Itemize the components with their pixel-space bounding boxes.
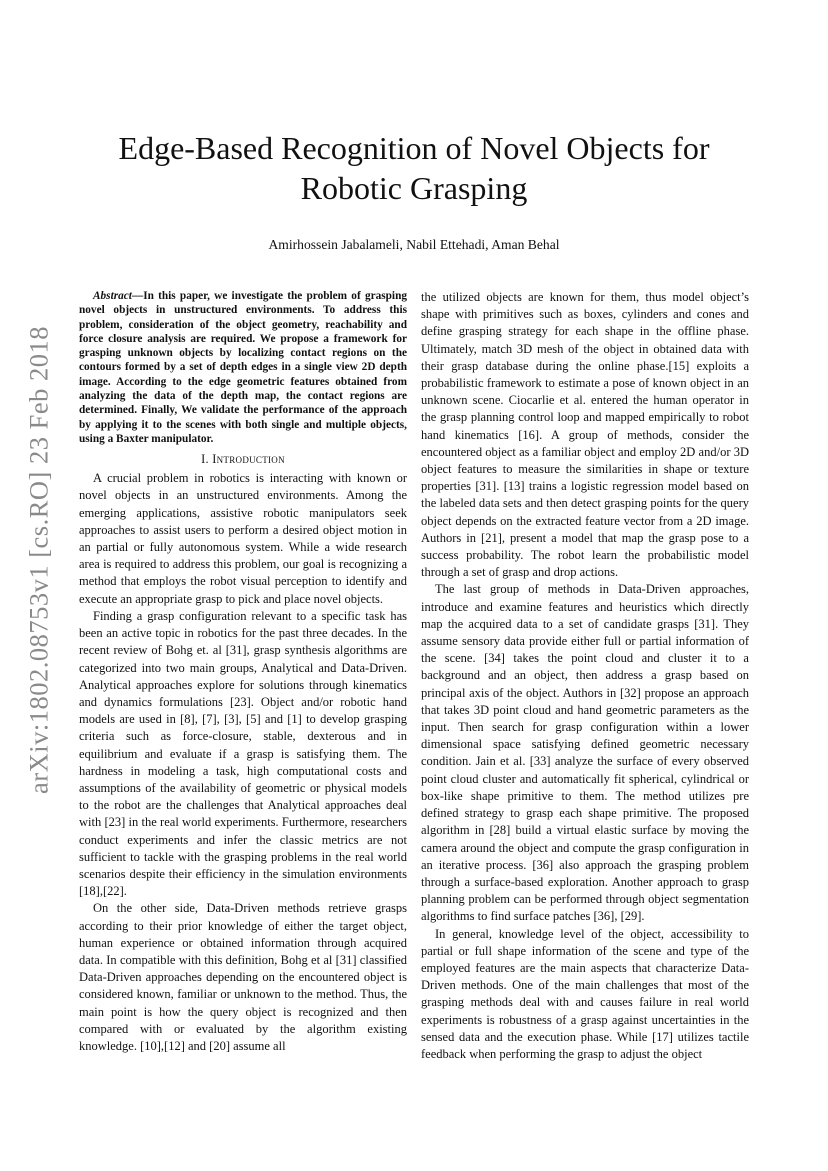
abstract [79, 289, 407, 446]
abstract-text: —In this paper, we investigate the problem of grasping novel objects in unstructured environments. To address this problem, consideration of the object geometry, reachability and force closure analysis are required. We propose a framework for grasping unknown objects by localizing contact regions on the contours formed by a set of depth edges in a single view 2D depth image. According to the edge geometric features obtained from analyzing the data of the depth map, the contact regions are determined. Finally, We validate the performance of the approach by applying it to the scenes with both single and multiple objects, using a Baxter manipulator. [79, 290, 407, 445]
section-heading-introduction: I. Introduction [201, 452, 285, 467]
arxiv-identifier: arXiv:1802.08753v1 [cs.RO] 23 Feb 2018 [23, 326, 54, 794]
paragraph: Finding a grasp configuration relevant to a specific task has been an active topic in robotics for the past three decades. In the recent review of Bohg et. al [31], grasp synthesis algorithms are categorized into two main groups, Analytical and Data-Driven. Analytical approaches explore for solutions through kinematics and dynamics formulations [23]. Object and/or robotic hand models are used in [8], [7], [3], [5] and [1] to develop grasping criteria such as force-closure, stable, dexterous and in equilibrium and evaluate if a grasp is satisfying them. The hardness in modeling a task, high computational costs and assumptions of the availability of geometric or physical models to the robot are the challenges that Analytical approaches deal with [23] in the real world experiments. Furthermore, researchers conduct experiments and infer the classic metrics are not sufficient to tackle with the grasping problems in the real world scenarios despite their efficiency in the simulation environments [18],[22]. [79, 608, 407, 899]
paragraph: In general, knowledge level of the object, accessibility to partial or full shape information of the scene and type of the employed features are the main aspects that characterize Data-Driven methods. One of the main challenges that most of the grasping methods deal with and causes failure in real world experiments is robustness of a grasp against uncertainties in the sensed data and the execution phase. While [17] utilizes tactile feedback when performing the grasp to adjust the object [421, 926, 749, 1061]
paragraph: The last group of methods in Data-Driven approaches, introduce and examine features and heuristics which directly map the acquired data to a set of candidate grasps [31]. They assume sensory data provide either full or partial information of the scene. [34] takes the point cloud and cluster it to a background and an object, then address a grasp based on principal axis of the object. Authors in [32] propose an approach that takes 3D point cloud and hand geometric parameters as the input. Then search for grasp configuration within a lower dimensional space satisfying defined geometric necessary condition. Jain et al. [33] analyze the surface of every observed point cloud cluster and automatically fit spherical, cylindrical or box-like shape primitive to them. The method utilizes pre defined strategy to grasp each shape primitive. The proposed algorithm in [28] build a virtual elastic surface by moving the camera around the object and compute the grasp configuration in an iterative process. [36] also approach the grasping problem through a surface-based exploration. Another approach to grasp planning problem can be performed through object segmentation algorithms to find surface patches [36], [29]. [421, 582, 749, 924]
paragraph: On the other side, Data-Driven methods retrieve grasps according to their prior knowledge of either the target object, human experience or obtained information through acquired data. In compatible with this definition, Bohg et al [31] classified Data-Driven approaches depending on the encountered object is considered known, familiar or unknown to the method. Thus, the main point is how the query object is recognized and then compared with or evaluated by the algorithm existing knowledge. [10],[12] and [20] assume all [79, 901, 407, 1053]
right-column [421, 289, 749, 1063]
paragraph: the utilized objects are known for them, thus model object’s shape with primitives such as boxes, cylinders and cones and define grasping strategy for each shape in the offline phase. Ultimately, match 3D mesh of the object in obtained data with their grasp database during the online phase.[15] exploits a probabilistic framework to estimate a pose of known object in an unknown scene. Ciocarlie et al. entered the human operator in the grasp planning control loop and mapped empirically to robot hand kinematics [16]. A group of methods, consider the encountered object as a familiar object and employ 2D and/or 3D object features to measure the similarities in shape or texture properties [31]. [13] trains a logistic regression model based on the labeled data sets and then detect grasping points for the query object depends on the extracted feature vector from a 2D image. Authors in [21], present a model that map the grasp pose to a success probability. The robot learn the probabilistic model through a set of grasp and drop actions. [421, 290, 749, 580]
left-column [79, 289, 407, 1055]
abstract-label: Abstract [93, 290, 132, 302]
paper-title: Edge-Based Recognition of Novel Objects for Robotic Grasping [118, 130, 710, 206]
author-list: Amirhossein Jabalameli, Nabil Ettehadi, Aman Behal [268, 237, 560, 252]
paragraph: A crucial problem in robotics is interacting with known or novel objects in an unstructured environments. Among the emerging applications, assistive robotic manipulators seek approaches to assist users to perform a desired object motion in an partial or fully autonomous system. While a wide research area is required to address this problem, our goal is recognizing a method that employs the robot visual perception to identify and execute an appropriate grasp to pick and place novel objects. [79, 471, 407, 606]
